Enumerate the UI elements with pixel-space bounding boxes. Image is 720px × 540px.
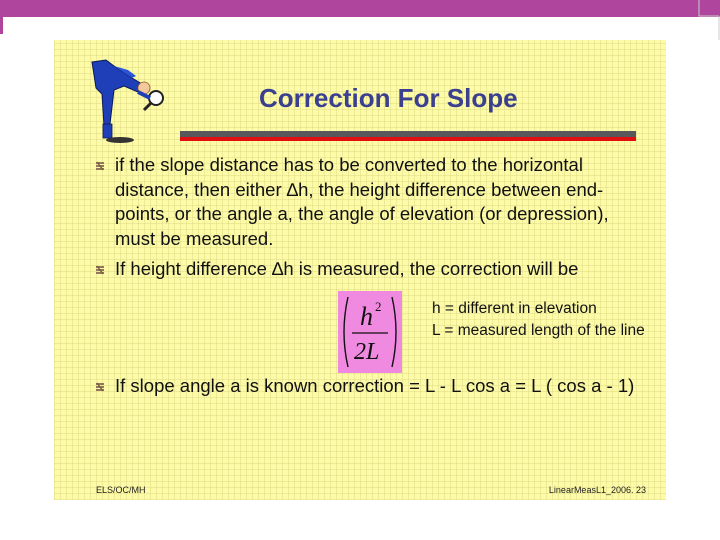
bullet-item — [115, 374, 635, 399]
bullet-icon — [95, 265, 105, 275]
top-accent-notch — [0, 17, 3, 34]
magnifying-glass-person-icon — [84, 54, 166, 144]
slide — [54, 40, 666, 500]
bullet-item — [115, 257, 660, 282]
footer-left: ELS/OC/MH — [96, 485, 146, 495]
legend-line: L = measured length of the line — [432, 322, 645, 339]
slide-title: Correction For Slope — [259, 83, 518, 113]
title-rule-red — [180, 137, 636, 141]
footer-right: LinearMeasL1_2006. 23 — [548, 485, 646, 495]
bullet-text: If slope angle a is known correction = L - L cos a = L ( cos a - 1) — [115, 375, 635, 396]
bullet-icon — [95, 382, 105, 392]
bullet-text: if the slope distance has to be converted to the horizontal distance, then either ∆h, the height difference between end-points, or the angle a, the angle of elevation (or depression), must be measured. — [115, 154, 609, 249]
page-corner-decoration — [698, 0, 720, 40]
slope-correction-formula — [338, 291, 402, 373]
top-accent-bar — [0, 0, 720, 17]
formula-exponent: 2 — [375, 299, 382, 314]
bullet-text: If height difference ∆h is measured, the correction will be — [115, 258, 579, 279]
legend-line: h = different in elevation — [432, 300, 597, 317]
formula-numerator: h — [360, 302, 373, 331]
bullet-icon — [95, 161, 105, 171]
formula-denominator: 2L — [354, 339, 380, 365]
formula-legend — [432, 298, 662, 342]
bullet-item — [115, 153, 635, 251]
